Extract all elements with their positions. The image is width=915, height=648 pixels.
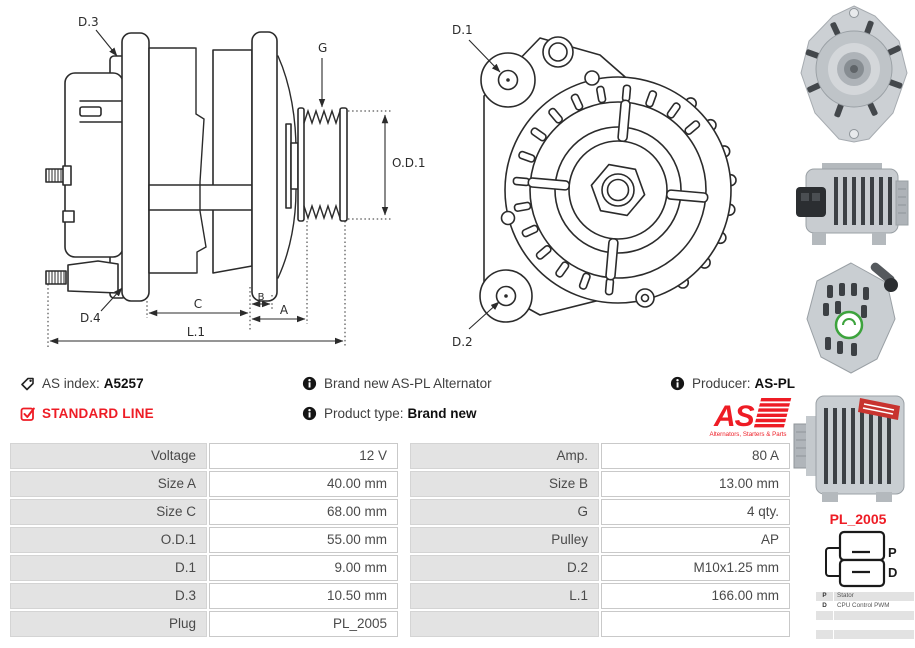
rear-bracket (122, 33, 149, 301)
spec-value: 12 V (209, 443, 398, 469)
spec-table (10, 443, 790, 637)
brand-line: Brand new AS-PL Alternator (324, 376, 492, 391)
producer-label: Producer: (692, 376, 751, 391)
producer-value: AS-PL (754, 376, 796, 391)
as-index-value: A5257 (103, 376, 144, 391)
checkbox-icon (20, 406, 35, 421)
brand-row (302, 376, 492, 391)
plug-pin-p-label: P (888, 545, 897, 560)
side-view-technical-drawing (30, 0, 432, 364)
pin-desc (834, 611, 914, 620)
spec-value: 10.50 mm (209, 583, 398, 609)
front-view-technical-drawing (430, 0, 775, 362)
spec-value: 68.00 mm (209, 499, 398, 525)
spec-value: PL_2005 (209, 611, 398, 637)
spec-label: D.3 (10, 583, 207, 609)
front-bracket (252, 32, 277, 301)
logo-stripes (754, 398, 791, 427)
spec-value: M10x1.25 mm (601, 555, 790, 581)
tag-icon (20, 376, 35, 391)
standard-line-row (20, 406, 154, 421)
info-icon (670, 376, 685, 391)
product-photo-2 (792, 151, 913, 252)
pulley (298, 108, 347, 221)
pin-cell (816, 621, 833, 630)
spec-value: 4 qty. (601, 499, 790, 525)
dim-label-d4: D.4 (80, 311, 101, 325)
spec-label: L.1 (410, 583, 599, 609)
spec-value: 13.00 mm (601, 471, 790, 497)
pin-desc (834, 630, 914, 639)
pin-desc: Stator (834, 592, 914, 601)
spec-label: O.D.1 (10, 527, 207, 553)
as-index-label: AS index: (42, 376, 100, 391)
spec-label: Size A (10, 471, 207, 497)
logo-subtext: Alternators, Starters & Parts (709, 431, 787, 438)
info-icon (302, 376, 317, 391)
plug-code-title: PL_2005 (829, 511, 887, 527)
spec-label: Amp. (410, 443, 599, 469)
product-type-row (302, 406, 477, 421)
info-icon (302, 406, 317, 421)
pin-cell (816, 630, 833, 639)
spec-value: 9.00 mm (209, 555, 398, 581)
producer-row (670, 376, 795, 391)
product-type-value: Brand new (407, 406, 477, 421)
spec-value: 166.00 mm (601, 583, 790, 609)
product-photo-4 (792, 386, 913, 505)
pin-cell: P (816, 592, 833, 601)
product-type-label: Product type: (324, 406, 404, 421)
dim-label-d1: D.1 (452, 23, 473, 37)
dim-label-l1: L.1 (186, 325, 206, 339)
spec-label: D.1 (10, 555, 207, 581)
standard-line-label: STANDARD LINE (42, 406, 154, 421)
spec-value: AP (601, 527, 790, 553)
connector-photo (796, 187, 826, 217)
terminal-stud-bottom (46, 261, 118, 293)
dim-label-c: C (193, 297, 203, 311)
dim-label-d2: D.2 (452, 335, 473, 349)
mounting-lug-bottom (480, 270, 532, 322)
spec-label: G (410, 499, 599, 525)
pin-desc: CPU Control PWM (834, 602, 914, 611)
spec-label: Pulley (410, 527, 599, 553)
dim-label-d3: D.3 (78, 15, 99, 29)
green-sticker (836, 312, 862, 338)
pin-cell: D (816, 602, 833, 611)
dim-label-od1: O.D.1 (392, 156, 426, 170)
pin-cell (816, 611, 833, 620)
spec-label: Voltage (10, 443, 207, 469)
spec-label (410, 611, 599, 637)
dim-label-a: A (279, 303, 289, 317)
product-photo-1 (797, 3, 912, 146)
as-pl-logo (698, 395, 794, 439)
spec-value: 80 A (601, 443, 790, 469)
spec-value: 55.00 mm (209, 527, 398, 553)
pin-desc (834, 621, 914, 630)
product-photo-3 (799, 259, 905, 378)
spec-value: 40.00 mm (209, 471, 398, 497)
dim-label-g: G (318, 41, 328, 55)
dim-label-b: B (257, 292, 265, 303)
spec-value (601, 611, 790, 637)
terminal-stud-top (46, 166, 71, 185)
as-index-row (20, 376, 144, 391)
plug-pin-table (816, 592, 914, 639)
spec-label: Size C (10, 499, 207, 525)
spec-label: Size B (410, 471, 599, 497)
logo-text: AS (714, 400, 754, 433)
plug-pin-d-label: D (888, 565, 898, 580)
spec-label: D.2 (410, 555, 599, 581)
spec-label: Plug (10, 611, 207, 637)
plug-diagram (822, 528, 906, 590)
